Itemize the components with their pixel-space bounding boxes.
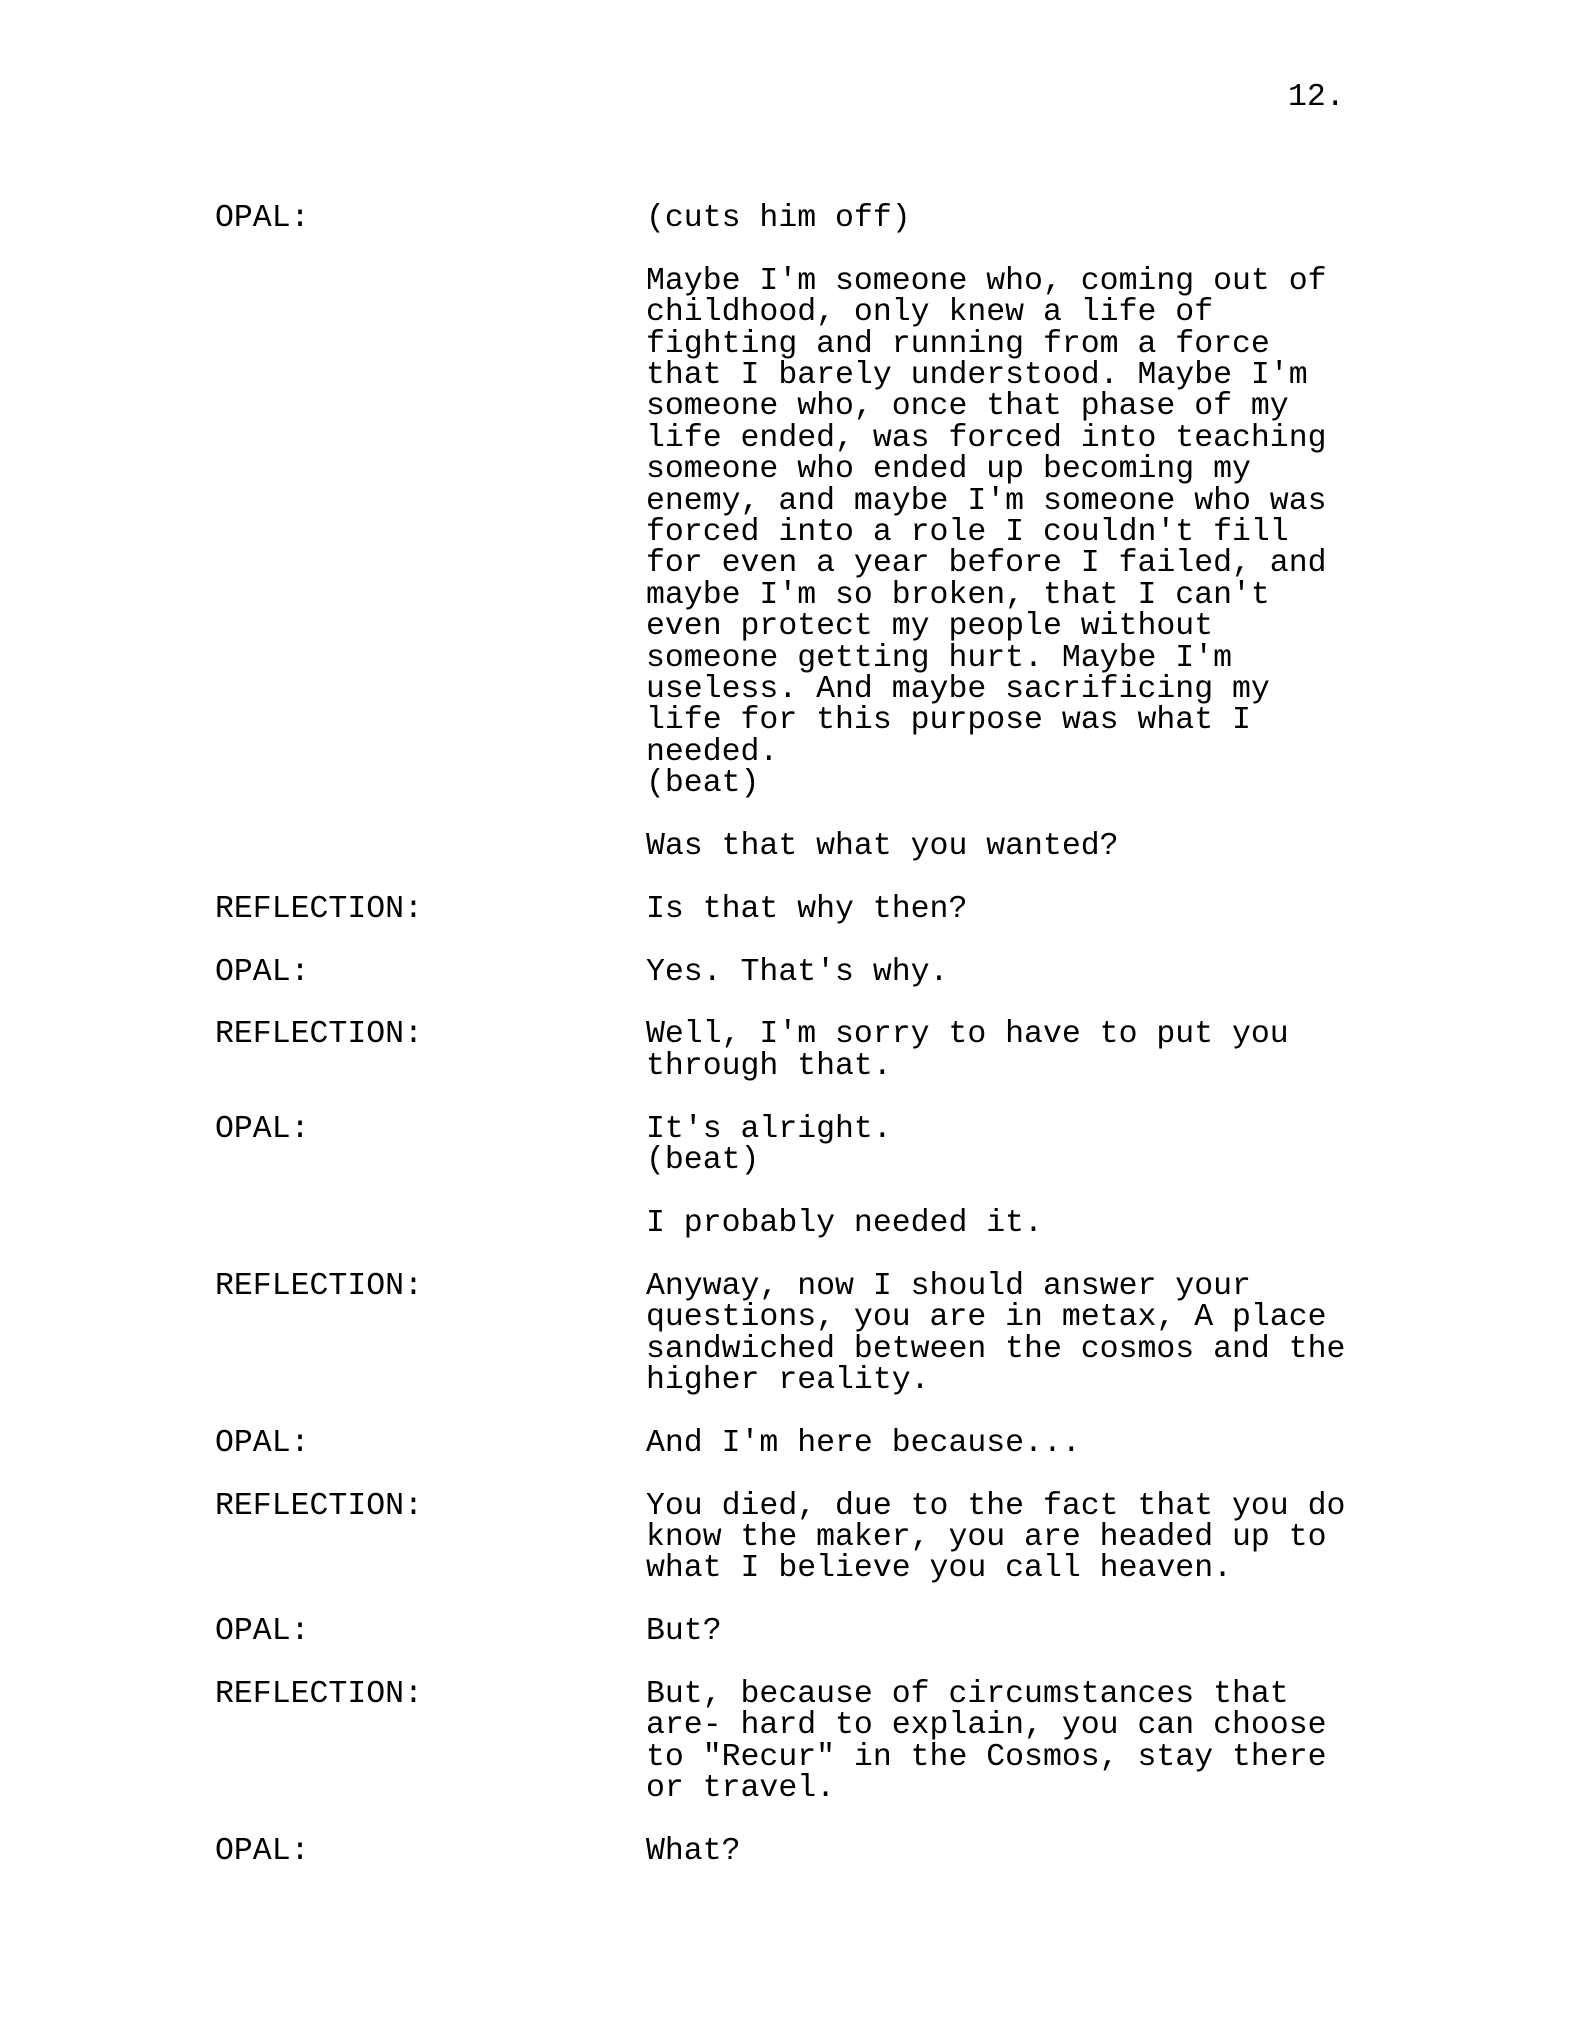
script-entry xyxy=(215,1425,1385,1461)
script-entry xyxy=(215,1676,1385,1807)
speaker-label: REFLECTION: xyxy=(215,1017,423,1053)
dialogue-line: forced into a role I couldn't fill xyxy=(646,515,1289,551)
dialogue-paragraph xyxy=(646,829,1385,865)
dialogue-line: Anyway, now I should answer your xyxy=(646,1268,1251,1304)
dialogue-block xyxy=(646,954,1385,990)
dialogue-block xyxy=(646,203,1385,863)
dialogue-line: even protect my people without xyxy=(646,609,1214,645)
dialogue-line: Well, I'm sorry to have to put you xyxy=(646,1017,1289,1053)
script-entry xyxy=(215,1833,1385,1869)
dialogue-line: for even a year before I failed, and xyxy=(646,546,1327,582)
dialogue-line: life for this purpose was what I xyxy=(646,703,1251,739)
dialogue-line: You died, due to the fact that you do xyxy=(646,1488,1346,1524)
speaker-label: OPAL: xyxy=(215,201,310,236)
dialogue-line: It's alright. xyxy=(646,1111,892,1147)
dialogue-line: to "Recur" in the Cosmos, stay there xyxy=(646,1739,1327,1775)
dialogue-line: someone who, once that phase of my xyxy=(646,389,1289,425)
dialogue-paragraph xyxy=(646,1676,1385,1807)
speaker-label: OPAL: xyxy=(215,1614,310,1650)
dialogue-paragraph xyxy=(646,1488,1385,1587)
script-entry xyxy=(215,1268,1385,1398)
dialogue-line: But? xyxy=(646,1614,722,1650)
dialogue-paragraph xyxy=(646,1425,1385,1461)
dialogue-line: Is that why then? xyxy=(646,891,968,927)
dialogue-line: maybe I'm so broken, that I can't xyxy=(646,577,1270,613)
dialogue-line: Maybe I'm someone who, coming out of xyxy=(646,263,1327,299)
dialogue-line: know the maker, you are headed up to xyxy=(646,1519,1327,1555)
dialogue-paragraph xyxy=(646,891,1385,927)
script-entry xyxy=(215,891,1385,927)
dialogue-line: that I barely understood. Maybe I'm xyxy=(646,358,1308,394)
dialogue-line: (beat) xyxy=(646,766,760,802)
speaker-label: REFLECTION: xyxy=(215,1488,423,1524)
dialogue-line: childhood, only knew a life of xyxy=(646,295,1214,331)
dialogue-line: Was that what you wanted? xyxy=(646,829,1119,865)
dialogue-paragraph xyxy=(646,1268,1385,1398)
dialogue-line: someone getting hurt. Maybe I'm xyxy=(646,640,1232,676)
dialogue-line: enemy, and maybe I'm someone who was xyxy=(646,483,1327,519)
script-entry xyxy=(215,1614,1385,1650)
dialogue-block xyxy=(646,891,1385,927)
dialogue-block xyxy=(646,1676,1385,1807)
speaker-label: OPAL: xyxy=(215,1425,310,1461)
dialogue-line: are- hard to explain, you can choose xyxy=(646,1708,1327,1744)
dialogue-line: life ended, was forced into teaching xyxy=(646,420,1327,456)
dialogue-line: through that. xyxy=(646,1048,892,1084)
script-body xyxy=(215,203,1385,1899)
dialogue-block xyxy=(646,1488,1385,1587)
speaker-label: OPAL: xyxy=(215,954,310,990)
dialogue-line: (cuts him off) xyxy=(646,201,911,236)
dialogue-paragraph xyxy=(646,1833,1385,1869)
dialogue-line: But, because of circumstances that xyxy=(646,1676,1289,1712)
speaker-label: REFLECTION: xyxy=(215,1676,423,1712)
script-entry xyxy=(215,954,1385,990)
dialogue-line: And I'm here because... xyxy=(646,1425,1081,1461)
dialogue-paragraph xyxy=(646,263,1385,802)
dialogue-line: useless. And maybe sacrificing my xyxy=(646,672,1270,708)
dialogue-paragraph xyxy=(646,954,1385,990)
speaker-label: OPAL: xyxy=(215,1833,310,1869)
script-entry xyxy=(215,1488,1385,1587)
dialogue-line: What? xyxy=(646,1833,741,1869)
dialogue-paragraph xyxy=(646,1111,1385,1179)
dialogue-block xyxy=(646,1614,1385,1650)
dialogue-line: sandwiched between the cosmos and the xyxy=(646,1331,1346,1367)
script-entry xyxy=(215,1019,1385,1082)
dialogue-block xyxy=(646,1268,1385,1398)
dialogue-block xyxy=(646,1111,1385,1241)
dialogue-line: I probably needed it. xyxy=(646,1205,1043,1241)
dialogue-block xyxy=(646,1425,1385,1461)
speaker-label: OPAL: xyxy=(215,1111,310,1147)
dialogue-line: or travel. xyxy=(646,1771,836,1807)
dialogue-paragraph xyxy=(646,1614,1385,1650)
dialogue-paragraph xyxy=(646,1205,1385,1241)
dialogue-block xyxy=(646,1833,1385,1869)
dialogue-block xyxy=(646,1019,1385,1082)
dialogue-line: Yes. That's why. xyxy=(646,954,949,990)
speaker-label: REFLECTION: xyxy=(215,1268,423,1304)
script-entry xyxy=(215,1111,1385,1241)
dialogue-line: fighting and running from a force xyxy=(646,326,1270,362)
script-entry xyxy=(215,203,1385,863)
dialogue-paragraph xyxy=(646,1019,1385,1082)
page-number: 12. xyxy=(1288,80,1345,115)
speaker-label: REFLECTION: xyxy=(215,891,423,927)
dialogue-line: (beat) xyxy=(646,1143,760,1179)
dialogue-line: what I believe you call heaven. xyxy=(646,1551,1232,1587)
dialogue-paragraph xyxy=(646,203,1385,234)
dialogue-line: higher reality. xyxy=(646,1362,930,1398)
dialogue-line: needed. xyxy=(646,734,779,770)
dialogue-line: questions, you are in metax, A place xyxy=(646,1300,1327,1336)
dialogue-line: someone who ended up becoming my xyxy=(646,452,1251,488)
